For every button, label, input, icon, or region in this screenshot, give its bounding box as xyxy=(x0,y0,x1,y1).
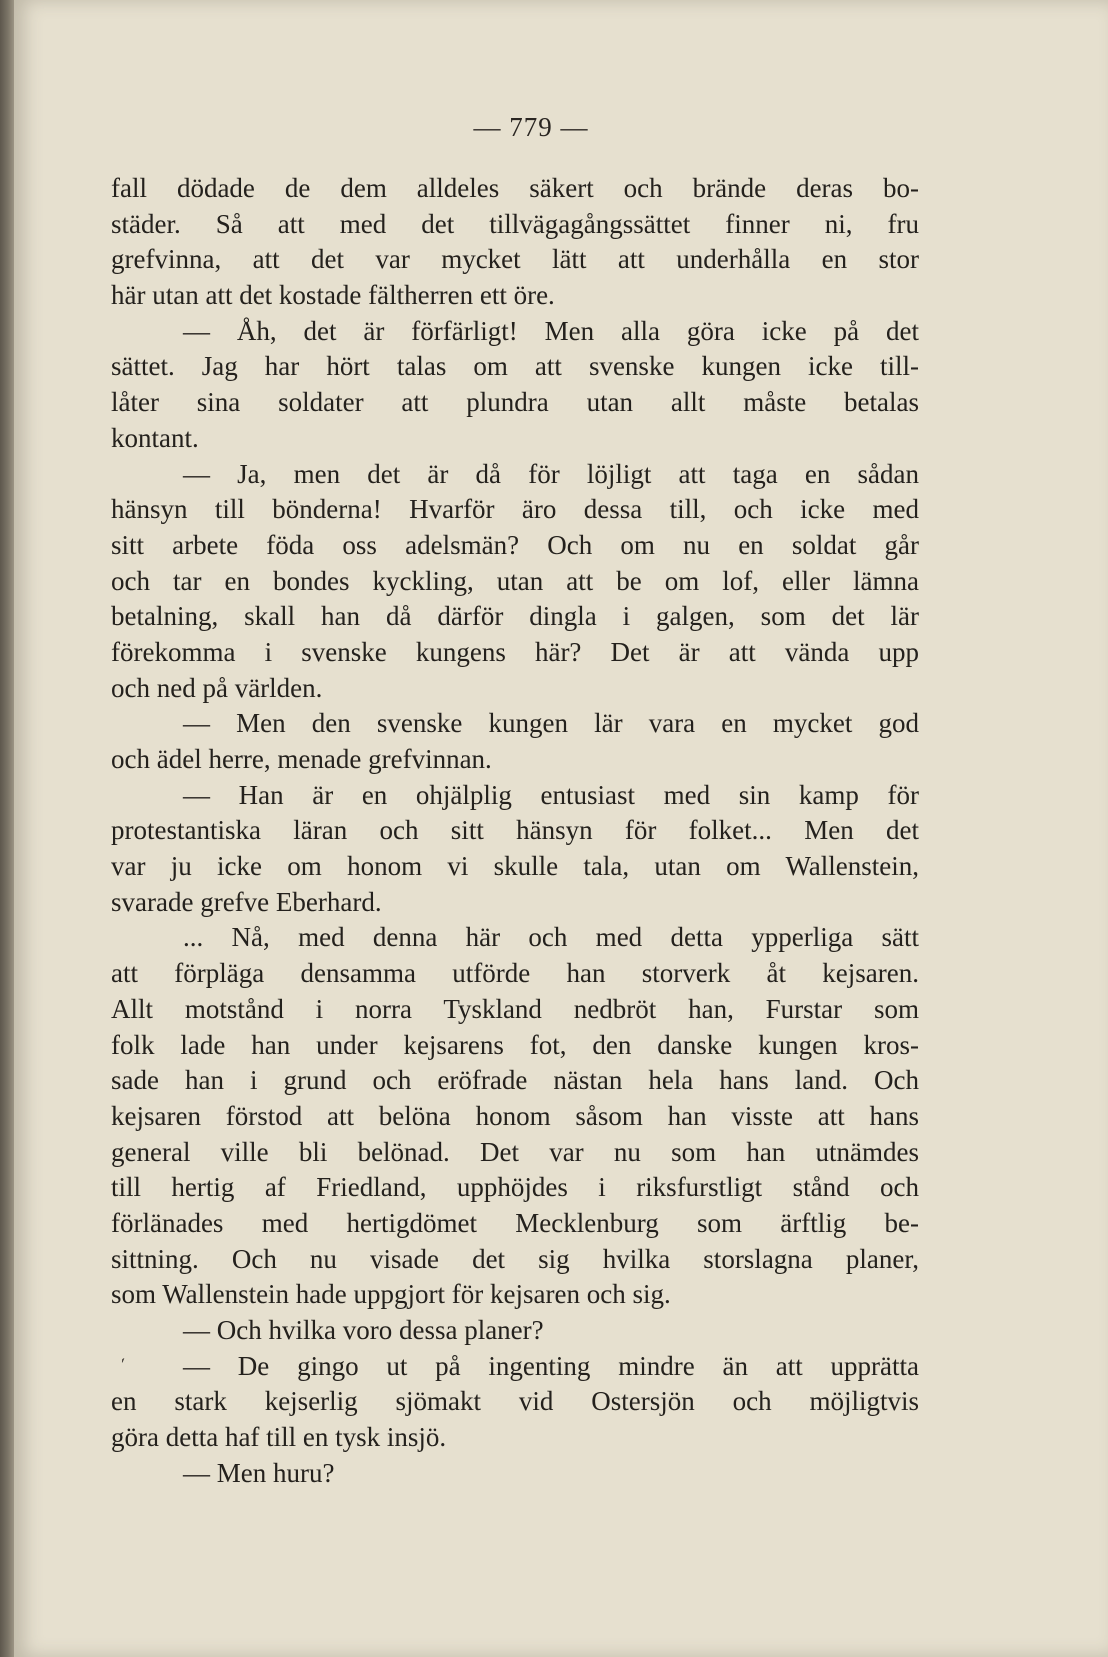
text-line: kejsaren förstod att belöna honom såsom han visste att hans xyxy=(111,1100,919,1131)
text-line: sittning. Och nu visade det sig hvilka storslagna planer, xyxy=(111,1243,919,1274)
text-line: låter sina soldater att plundra utan allt måste betalas xyxy=(111,387,919,418)
text-line: folk lade han under kejsarens fot, den danske kungen kros- xyxy=(111,1029,919,1060)
body-text xyxy=(111,171,919,1491)
page-number: — 779 — xyxy=(473,112,589,142)
text-line: svarade grefve Eberhard. xyxy=(111,886,382,917)
text-line: och tar en bondes kyckling, utan att be om lof, eller lämna xyxy=(111,565,919,596)
text-line: — Men huru? xyxy=(183,1457,335,1488)
pencil-margin-mark: ˊ xyxy=(117,1354,135,1378)
text-line: — Åh, det är förfärligt! Men alla göra icke på det xyxy=(183,315,919,346)
text-line: betalning, skall han då därför dingla i galgen, som det lär xyxy=(111,601,919,632)
text-line: protestantiska läran och sitt hänsyn för folket... Men det xyxy=(111,815,919,846)
text-line: sitt arbete föda oss adelsmän? Och om nu en soldat går xyxy=(111,529,919,560)
text-line: göra detta haf till en tysk insjö. xyxy=(111,1422,447,1453)
text-line: Allt motstånd i norra Tyskland nedbröt han, Furstar som xyxy=(111,993,919,1024)
text-line: att förpläga densamma utförde han storverk åt kejsaren. xyxy=(111,958,919,989)
text-line: här utan att det kostade fältherren ett öre. xyxy=(111,280,555,311)
text-line: var ju icke om honom vi skulle tala, utan om Wallenstein, xyxy=(111,851,919,882)
text-line: och ädel herre, menade grefvinnan. xyxy=(111,744,492,774)
text-line: en stark kejserlig sjömakt vid Ostersjön och möjligtvis xyxy=(111,1386,919,1417)
text-line: sättet. Jag har hört talas om att svenske kungen icke till- xyxy=(111,351,919,382)
text-line: till hertig af Friedland, upphöjdes i riksfurstligt stånd och xyxy=(111,1172,919,1203)
text-line: — Ja, men det är då för löjligt att taga en sådan xyxy=(183,458,919,489)
text-line: kontant. xyxy=(111,422,199,453)
text-line: förlänades med hertigdömet Mecklenburg som ärftlig be- xyxy=(111,1207,919,1238)
text-line: — Han är en ohjälplig entusiast med sin kamp för xyxy=(183,779,919,810)
text-line: som Wallenstein hade uppgjort för kejsaren och sig. xyxy=(111,1279,671,1310)
text-line: städer. Så att med det tillvägagångssättet finner ni, fru xyxy=(111,208,919,239)
text-line: förekomma i svenske kungens här? Det är att vända upp xyxy=(111,636,919,667)
text-line: general ville bli belönad. Det var nu som han utnämdes xyxy=(111,1136,919,1167)
text-line: — Och hvilka voro dessa planer? xyxy=(183,1315,544,1345)
text-line: — Men den svenske kungen lär vara en mycket god xyxy=(183,708,919,739)
text-line: ... Nå, med denna här och med detta ypperliga sätt xyxy=(183,922,919,953)
text-line: och ned på världen. xyxy=(111,672,323,703)
book-page xyxy=(14,0,1108,1657)
text-line: hänsyn till bönderna! Hvarför äro dessa till, och icke med xyxy=(111,494,919,525)
text-line: grefvinna, att det var mycket lätt att underhålla en stor xyxy=(111,244,919,275)
text-line: sade han i grund och eröfrade nästan hela hans land. Och xyxy=(111,1065,919,1096)
text-line: fall dödade de dem alldeles säkert och brände deras bo- xyxy=(111,173,919,203)
text-line: — De gingo ut på ingenting mindre än att upprätta xyxy=(183,1350,919,1381)
